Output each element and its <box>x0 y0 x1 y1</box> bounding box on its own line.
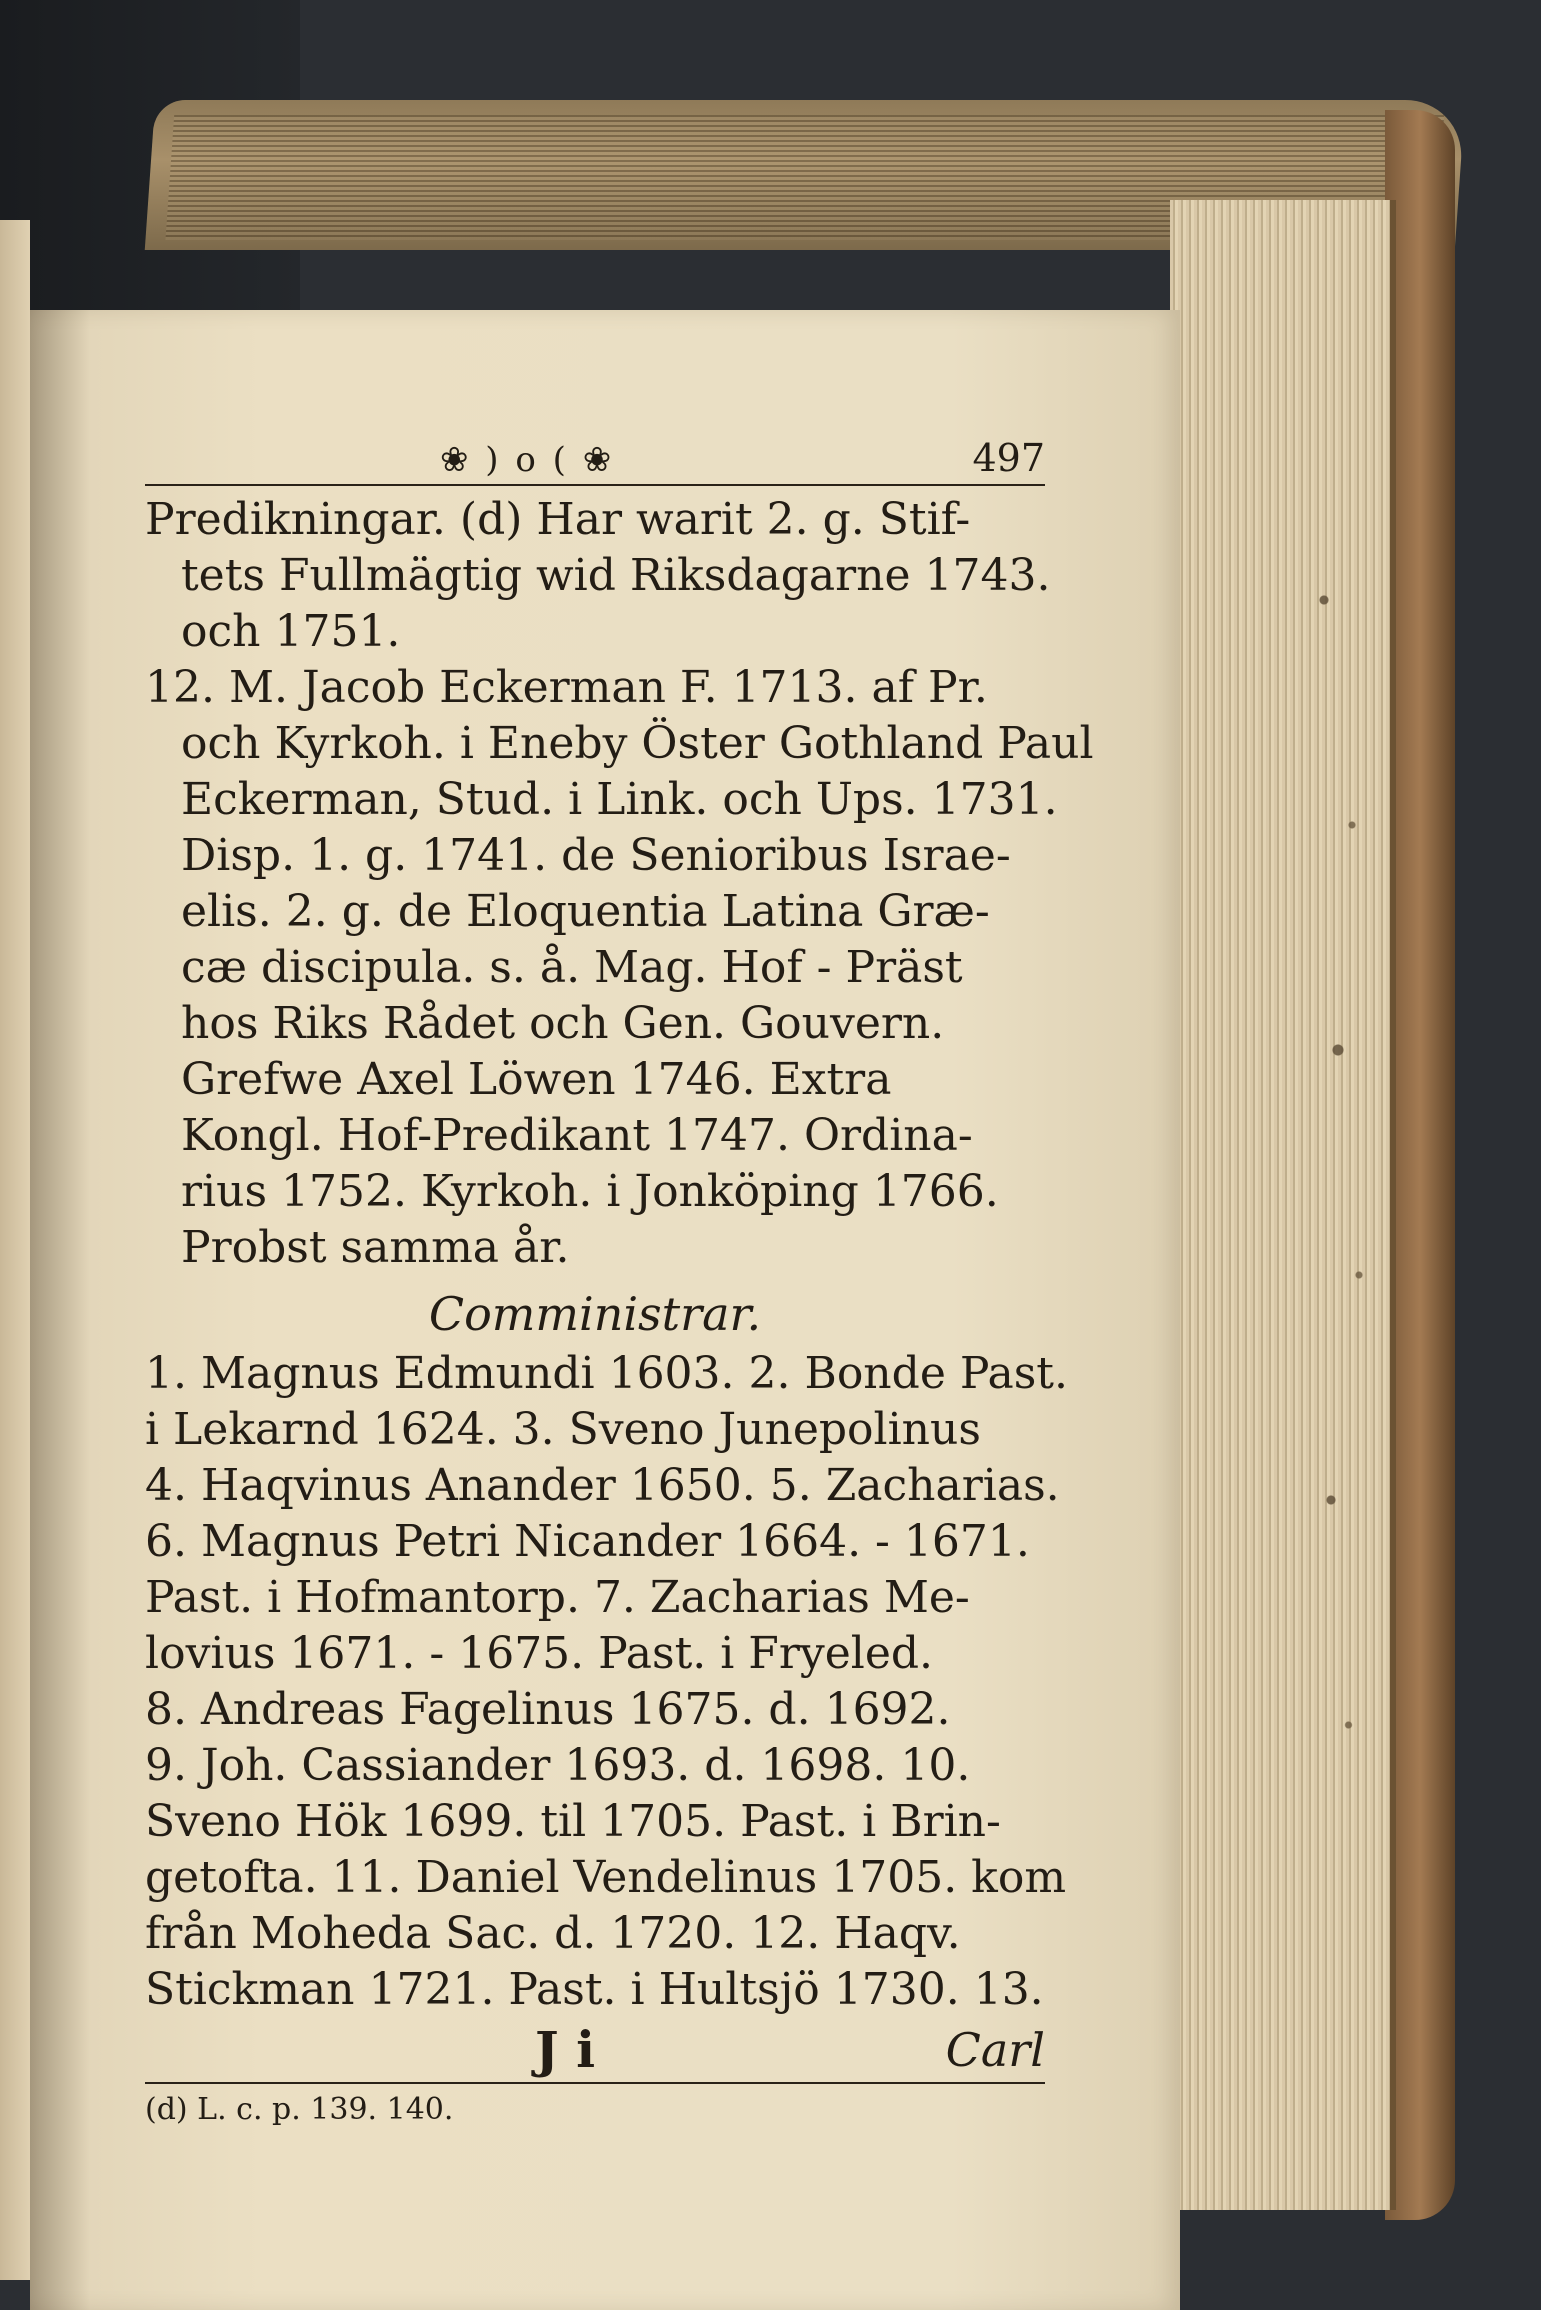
text-line: lovius 1671. - 1675. Past. i Fryeled. <box>145 1628 934 1679</box>
page-footer <box>145 2022 1045 2084</box>
text-line: tets Fullmägtig wid Riksdagarne 1743. <box>181 550 1051 601</box>
text-line: Eckerman, Stud. i Link. och Ups. 1731. <box>181 774 1058 825</box>
text-line: Disp. 1. g. 1741. de Senioribus Israe- <box>181 830 1011 881</box>
text-line: Probst samma år. <box>181 1222 570 1273</box>
footnote: (d) L. c. p. 139. 140. <box>145 2092 454 2127</box>
text-line: getofta. 11. Daniel Vendelinus 1705. kom <box>145 1852 1067 1903</box>
open-book <box>0 100 1460 2220</box>
text-line: Past. i Hofmantorp. 7. Zacharias Me- <box>145 1572 970 1623</box>
page-stack-fore-edge <box>1170 200 1396 2210</box>
text-line: och 1751. <box>181 606 401 657</box>
left-page-sliver <box>0 220 30 2280</box>
text-line: 1. Magnus Edmundi 1603. 2. Bonde Past. <box>145 1348 1068 1399</box>
section-heading: Comministrar. <box>428 1287 762 1341</box>
text-line: 6. Magnus Petri Nicander 1664. - 1671. <box>145 1516 1030 1567</box>
text-line: och Kyrkoh. i Eneby Öster Gothland Paul <box>181 718 1094 769</box>
page-text-block <box>145 436 1094 2128</box>
text-line: elis. 2. g. de Eloquentia Latina Græ- <box>181 886 990 937</box>
text-line: cæ discipula. s. å. Mag. Hof - Präst <box>181 942 963 993</box>
running-header <box>145 436 1045 486</box>
text-line: Grefwe Axel Löwen 1746. Extra <box>181 1054 892 1105</box>
header-ornament: ❀ ) o ( ❀ <box>440 440 615 480</box>
book-page <box>30 310 1180 2310</box>
text-line: i Lekarnd 1624. 3. Sveno Junepolinus <box>145 1404 981 1455</box>
text-line: 8. Andreas Fagelinus 1675. d. 1692. <box>145 1684 951 1735</box>
text-line: från Moheda Sac. d. 1720. 12. Haqv. <box>145 1908 961 1959</box>
text-line: 9. Joh. Cassiander 1693. d. 1698. 10. <box>145 1740 971 1791</box>
page-number: 497 <box>972 436 1045 480</box>
text-line: 12. M. Jacob Eckerman F. 1713. af Pr. <box>145 662 988 713</box>
text-line: rius 1752. Kyrkoh. i Jonköping 1766. <box>181 1166 999 1217</box>
signature-mark: J i <box>535 2020 596 2079</box>
text-line: Stickman 1721. Past. i Hultsjö 1730. 13. <box>145 1964 1044 2015</box>
text-line: hos Riks Rådet och Gen. Gouvern. <box>181 998 945 1049</box>
catchword: Carl <box>945 2023 1045 2077</box>
text-line: Kongl. Hof-Predikant 1747. Ordina- <box>181 1110 973 1161</box>
text-line: Predikningar. (d) Har warit 2. g. Stif- <box>145 494 971 545</box>
text-line: 4. Haqvinus Anander 1650. 5. Zacharias. <box>145 1460 1060 1511</box>
text-line: Sveno Hök 1699. til 1705. Past. i Brin- <box>145 1796 1001 1847</box>
